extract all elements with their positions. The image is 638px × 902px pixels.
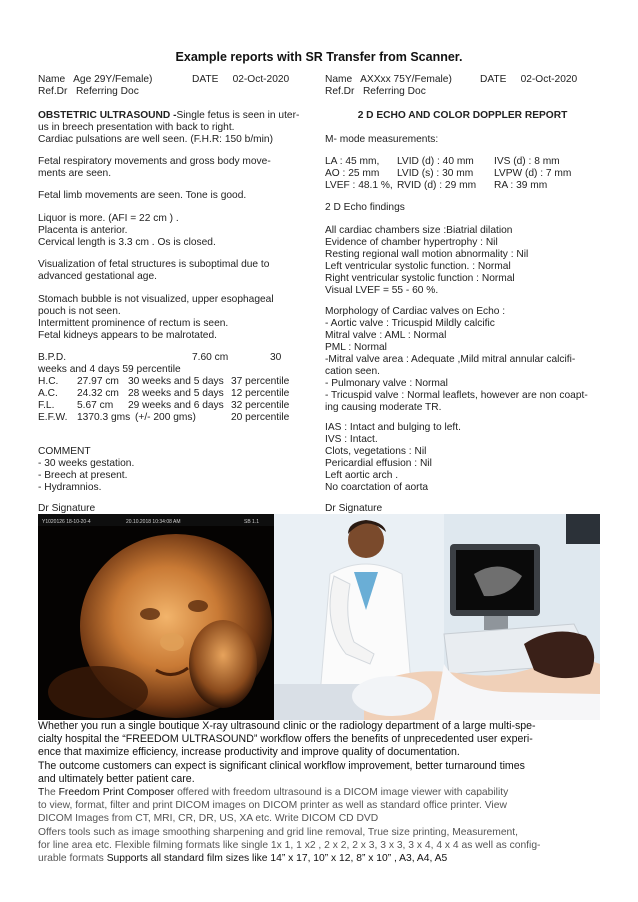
right-date-label: DATE bbox=[480, 74, 507, 85]
left-line: advanced gestational age. bbox=[38, 271, 157, 282]
description-paragraph bbox=[38, 720, 602, 786]
finding-line: Visual LVEF = 55 - 60 %. bbox=[325, 285, 439, 296]
product-line: DICOM Images from CT, MRI, CR, DR, US, XA etc. Write DICOM CD DVD bbox=[38, 813, 379, 825]
description-line: and ultimately better patient care. bbox=[38, 772, 195, 785]
left-line: Intermittent prominence of rectum is seen. bbox=[38, 318, 229, 329]
mmode-cell: LVID (d) : 40 mm bbox=[397, 156, 474, 167]
valve-line: - Pulmonary valve : Normal bbox=[325, 378, 448, 389]
left-line: Single fetus is seen in uter- bbox=[176, 110, 300, 121]
other-line: IVS : Intact. bbox=[325, 434, 378, 445]
product-intro: he bbox=[44, 787, 59, 798]
description-line: Whether you run a single boutique X-ray ultrasound clinic or the radiology department of a large multi-spe- bbox=[38, 720, 536, 732]
other-line: IAS : Intact and bulging to left. bbox=[325, 422, 461, 433]
left-line: Fetal respiratory movements and gross body move- bbox=[38, 156, 271, 167]
measure-percentile: 37 percentile bbox=[231, 376, 290, 387]
bpd-line2: weeks and 4 days 59 percentile bbox=[38, 364, 181, 375]
finding-line: Evidence of chamber hypertrophy : Nil bbox=[325, 237, 498, 248]
left-name-value: Age 29Y/Female) bbox=[73, 74, 153, 85]
echo-heading: 2 D ECHO AND COLOR DOPPLER REPORT bbox=[357, 110, 568, 121]
right-ref-label: Ref.Dr bbox=[325, 86, 355, 97]
left-date-label: DATE bbox=[192, 74, 219, 85]
comment-title: COMMENT bbox=[38, 446, 91, 457]
product-line-first bbox=[38, 786, 604, 799]
measure-percentile: 12 percentile bbox=[231, 388, 290, 399]
comment-line: - 30 weeks gestation. bbox=[38, 458, 135, 469]
right-name-value: AXXxx 75Y/Female) bbox=[360, 74, 452, 85]
valve-line: Morphology of Cardiac valves on Echo : bbox=[325, 306, 506, 317]
other-line: Pericardial effusion : Nil bbox=[325, 458, 432, 469]
mmode-title: M- mode measurements: bbox=[325, 134, 439, 145]
left-line: Liquor is more. (AFI = 22 cm ) . bbox=[38, 213, 179, 224]
obstetric-heading-row bbox=[38, 110, 299, 123]
fetal-3d-scan-graphic bbox=[38, 514, 274, 720]
measure-label: H.C. bbox=[38, 376, 59, 387]
product-name: Freedom Print Composer bbox=[58, 787, 175, 798]
measure-age: 28 weeks and 5 days bbox=[128, 388, 224, 399]
bpd-value: 7.60 cm bbox=[192, 352, 229, 363]
product-line: Offers tools such as image smoothing sharpening and grid line removal, True size printing, Measurement, bbox=[38, 826, 519, 838]
other-line: Left aortic arch . bbox=[325, 470, 399, 481]
page-title: Example reports with SR Transfer from Scanner. bbox=[175, 50, 463, 64]
valve-line: cation seen. bbox=[325, 366, 380, 377]
left-ref-label: Ref.Dr bbox=[38, 86, 68, 97]
product-paragraph bbox=[38, 786, 604, 865]
left-line: ments are seen. bbox=[38, 168, 112, 179]
scan-id-text: Y1020126 18-10-20-4 bbox=[42, 519, 91, 525]
measure-age: 29 weeks and 6 days bbox=[128, 400, 224, 411]
right-ref-row bbox=[325, 86, 426, 99]
right-date-value: 02-Oct-2020 bbox=[520, 74, 578, 85]
other-line: Clots, vegetations : Nil bbox=[325, 446, 427, 457]
left-date-value: 02-Oct-2020 bbox=[232, 74, 290, 85]
left-date-row bbox=[192, 74, 289, 87]
mmode-cell: LVEF : 48.1 %, bbox=[325, 180, 393, 191]
left-line: Placenta is anterior. bbox=[38, 225, 128, 236]
finding-line: Resting regional wall motion abnormality : Nil bbox=[325, 249, 529, 260]
valve-line: - Aortic valve : Tricuspid Mildly calcific bbox=[325, 318, 495, 329]
ultrasound-exam-photo bbox=[274, 514, 600, 720]
measure-age: 30 weeks and 5 days bbox=[128, 376, 224, 387]
valve-line: ing causing moderate TR. bbox=[325, 402, 442, 413]
measure-value: 5.67 cm bbox=[77, 400, 114, 411]
mmode-cell: AO : 25 mm bbox=[325, 168, 380, 179]
measure-percentile: 32 percentile bbox=[231, 400, 290, 411]
finding-line: Left ventricular systolic function. : Normal bbox=[325, 261, 511, 272]
measure-value: 1370.3 gms bbox=[77, 412, 131, 423]
measure-value: 24.32 cm bbox=[77, 388, 119, 399]
mmode-cell: LA : 45 mm, bbox=[325, 156, 380, 167]
left-line: Fetal kidneys appears to be malrotated. bbox=[38, 330, 217, 341]
left-ref-row bbox=[38, 86, 139, 99]
right-date-row bbox=[480, 74, 577, 87]
mmode-cell: RA : 39 mm bbox=[494, 180, 548, 191]
film-sizes-text: Supports all standard film sizes like 14” x 17, 10” x 12, 8” x 10” , A3, A4, A5 bbox=[106, 853, 448, 865]
product-line-last bbox=[38, 852, 604, 865]
obstetric-heading: OBSTETRIC ULTRASOUND - bbox=[38, 110, 177, 121]
left-line: Stomach bubble is not visualized, upper esophageal bbox=[38, 294, 274, 305]
comment-line: - Hydramnios. bbox=[38, 482, 102, 493]
left-name-label: Name bbox=[38, 74, 66, 85]
product-initial: T bbox=[38, 787, 45, 798]
product-line: for line area etc. Flexible filming formats like single 1x 1, 1 x2 , 2 x 2, 2 x 3, 3 x 3, 3 x 4, 4 x 4 as well as config- bbox=[38, 839, 541, 851]
left-line: Visualization of fetal structures is suboptimal due to bbox=[38, 259, 270, 270]
left-ref-value: Referring Doc bbox=[75, 86, 139, 97]
finding-line: All cardiac chambers size :Biatrial dilation bbox=[325, 225, 513, 236]
fetal-3d-scan-image bbox=[38, 514, 274, 720]
mmode-cell: RVID (d) : 29 mm bbox=[397, 180, 477, 191]
bpd-label: B.P.D. bbox=[38, 352, 67, 363]
left-line: us in breech presentation with back to right. bbox=[38, 122, 235, 133]
product-text: urable formats bbox=[38, 853, 107, 865]
measure-age: (+/- 200 gms) bbox=[135, 412, 196, 423]
right-ref-value: Referring Doc bbox=[362, 86, 426, 97]
finding-line: Right ventricular systolic function : Normal bbox=[325, 273, 515, 284]
left-line: pouch is not seen. bbox=[38, 306, 121, 317]
measure-label: F.L. bbox=[38, 400, 55, 411]
measure-label: A.C. bbox=[38, 388, 58, 399]
mmode-cell: LVID (s) : 30 mm bbox=[397, 168, 474, 179]
valve-line: PML : Normal bbox=[325, 342, 387, 353]
ultrasound-exam-graphic bbox=[274, 514, 600, 720]
right-name-label: Name bbox=[325, 74, 353, 85]
comment-line: - Breech at present. bbox=[38, 470, 128, 481]
right-signature: Dr Signature bbox=[325, 503, 383, 514]
left-line: Cervical length is 3.3 cm . Os is closed. bbox=[38, 237, 216, 248]
left-signature: Dr Signature bbox=[38, 503, 96, 514]
valve-line: - Tricuspid valve : Normal leaflets, however are non coapt- bbox=[325, 390, 588, 401]
description-line: ence that maximize efficiency, increase productivity and improve quality of documentation. bbox=[38, 746, 460, 759]
left-line: Fetal limb movements are seen. Tone is good. bbox=[38, 190, 247, 201]
bpd-weeks: 30 bbox=[270, 352, 282, 363]
left-line: Cardiac pulsations are well seen. (F.H.R: 150 b/min) bbox=[38, 134, 273, 145]
product-line: to view, format, filter and print DICOM images on DICOM printer as well as standard office printer. View bbox=[38, 800, 507, 812]
right-name-row bbox=[325, 74, 452, 87]
valve-line: Mitral valve : AML : Normal bbox=[325, 330, 447, 341]
left-name-row bbox=[38, 74, 152, 87]
findings-title: 2 D Echo findings bbox=[325, 202, 405, 213]
scan-setting-text: SB 1.1 bbox=[244, 519, 260, 525]
other-line: No coarctation of aorta bbox=[325, 482, 429, 493]
measure-value: 27.97 cm bbox=[77, 376, 119, 387]
product-text: offered with freedom ultrasound is a DICOM image viewer with capability bbox=[174, 787, 509, 798]
description-line: cialty hospital the “FREEDOM ULTRASOUND” workflow offers the benefits of unprecedented user experi- bbox=[38, 733, 533, 746]
valve-line: -Mitral valve area : Adequate ,Mild mitral annular calcifi- bbox=[325, 354, 576, 365]
description-line: The outcome customers can expect is significant clinical workflow improvement, better turnaround times bbox=[38, 759, 525, 772]
measure-percentile: 20 percentile bbox=[231, 412, 290, 423]
mmode-cell: IVS (d) : 8 mm bbox=[494, 156, 560, 167]
scan-datetime-text: 20.10.2018 10:34:08 AM bbox=[126, 519, 181, 525]
mmode-cell: LVPW (d) : 7 mm bbox=[494, 168, 572, 179]
measure-label: E.F.W. bbox=[38, 412, 68, 423]
